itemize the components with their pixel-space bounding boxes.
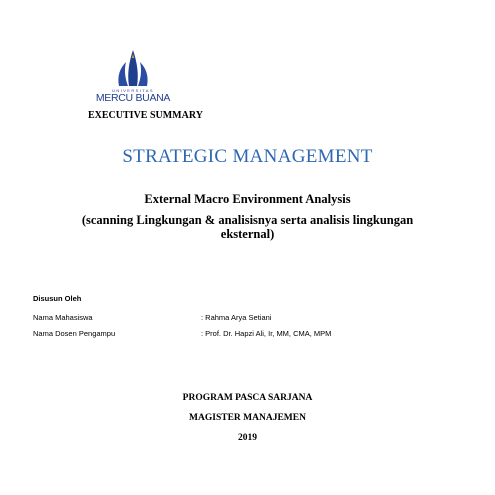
student-value: : Rahma Arya Setiani — [201, 313, 272, 322]
logo-university-label: UNIVERSITAS — [112, 88, 154, 93]
lecturer-value: : Prof. Dr. Hapzi Ali, Ir, MM, CMA, MPM — [201, 329, 332, 338]
logo-name: MERCU BUANA — [95, 92, 171, 104]
university-logo — [88, 48, 178, 108]
year: 2019 — [238, 433, 257, 443]
subtitle: External Macro Environment Analysis — [144, 192, 351, 206]
lecturer-label: Nama Dosen Pengampu — [33, 329, 116, 338]
main-title: STRATEGIC MANAGEMENT — [122, 146, 373, 167]
subtitle-detail: (scanning Lingkungan & analisisnya serta analisis lingkungan eksternal) — [81, 213, 414, 241]
student-label: Nama Mahasiswa — [33, 313, 93, 322]
authors-heading: Disusun Oleh — [33, 294, 82, 303]
major-name: MAGISTER MANAJEMEN — [189, 413, 306, 423]
document-type: EXECUTIVE SUMMARY — [88, 110, 203, 121]
program-name: PROGRAM PASCA SARJANA — [182, 393, 313, 403]
mercu-buana-logo-icon — [116, 48, 150, 88]
